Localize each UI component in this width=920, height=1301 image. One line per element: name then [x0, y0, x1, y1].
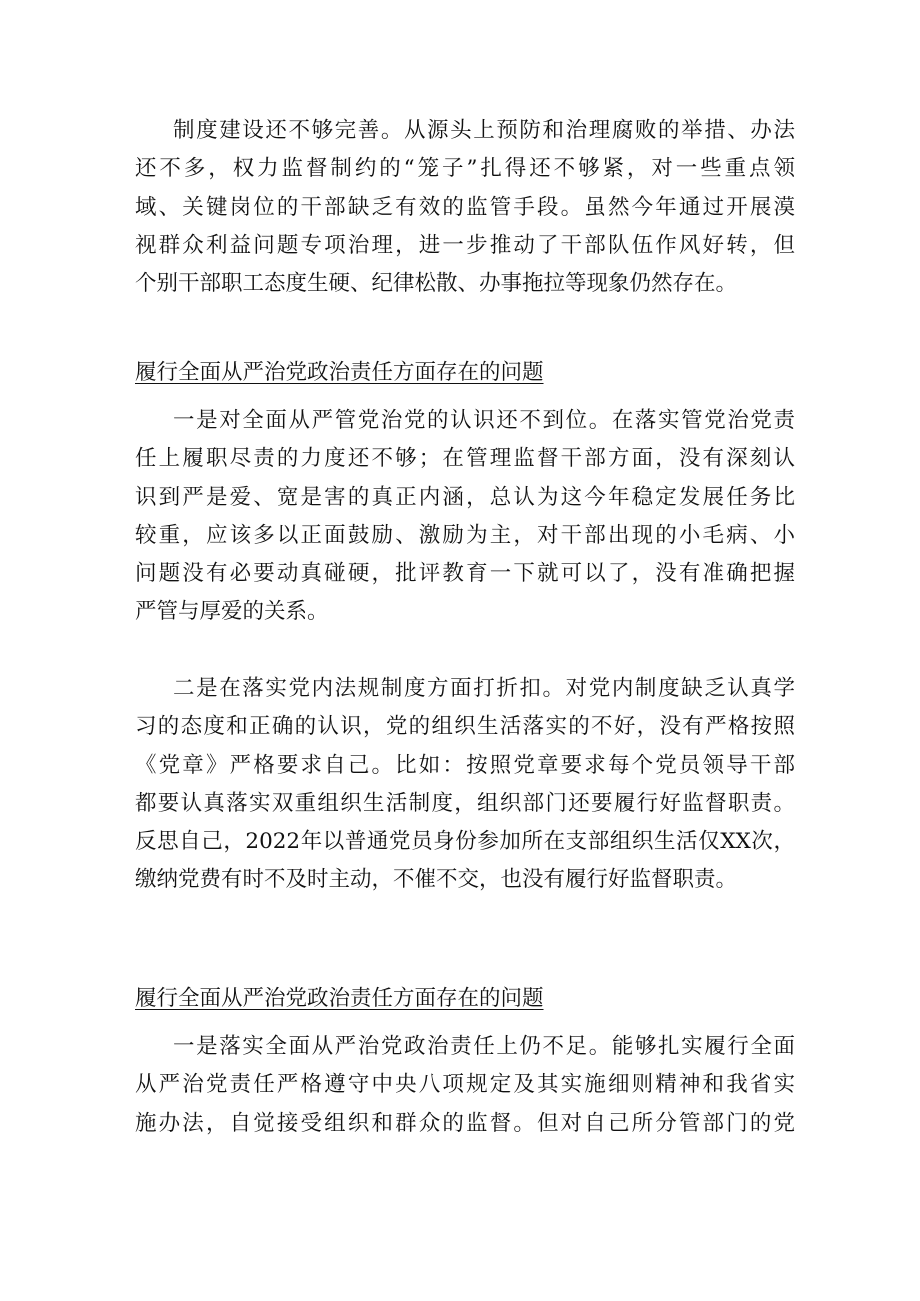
text-line: 任上履职尽责的力度还不够；在管理监督干部方面，没有深刻认 — [135, 446, 795, 472]
section-heading-2: 履行全面从严治党政治责任方面存在的问题 — [135, 986, 544, 1011]
text-line: 个别干部职工态度生硬、纪律松散、办事拖拉等现象仍然存在。 — [135, 271, 738, 297]
text-line: 缴纳党费有时不及时主动，不催不交，也没有履行好监督职责。 — [135, 867, 738, 893]
text-line: 一是落实全面从严治党政治责任上仍不足。能够扎实履行全面 — [173, 1034, 795, 1059]
text-line: 施办法，自觉接受组织和群众的监督。但对自己所分管部门的党 — [135, 1110, 795, 1136]
text-line: 问题没有必要动真碰硬，批评教育一下就可以了，没有准确把握 — [135, 561, 795, 587]
text-line: 还不多，权力监督制约的“笼子”扎得还不够紧，对一些重点领 — [135, 156, 795, 182]
text-line: 都要认真落实双重组织生活制度，组织部门还要履行好监督职责。 — [135, 790, 795, 816]
text-line: 《党章》严格要求自己。比如：按照党章要求每个党员领导干部 — [135, 752, 795, 778]
text-line: 域、关键岗位的干部缺乏有效的监管手段。虽然今年通过开展漠 — [135, 194, 795, 220]
text-line: 较重，应该多以正面鼓励、激励为主，对干部出现的小毛病、小 — [135, 522, 795, 548]
text-line: 视群众利益问题专项治理，进一步推动了干部队伍作风好转，但 — [135, 232, 795, 258]
paragraph-point-one — [135, 402, 795, 632]
text-line: 反思自己，2022年以普通党员身份参加所在支部组织生活仅XX次， — [135, 829, 795, 855]
section-heading-1: 履行全面从严治党政治责任方面存在的问题 — [135, 360, 544, 385]
text-line: 制度建设还不够完善。从源头上预防和治理腐败的举措、办法 — [173, 118, 795, 143]
text-line: 习的态度和正确的认识，党的组织生活落实的不好，没有严格按照 — [135, 714, 795, 740]
text-line: 严管与厚爱的关系。 — [135, 599, 329, 625]
paragraph-institution-building — [135, 112, 795, 303]
text-line: 识到严是爱、宽是害的真正内涵，总认为这今年稳定发展任务比 — [135, 484, 795, 510]
paragraph-point-three — [135, 1028, 795, 1143]
text-line: 二是在落实党内法规制度方面打折扣。对党内制度缺乏认真学 — [173, 676, 795, 701]
text-line: 从严治党责任严格遵守中央八项规定及其实施细则精神和我省实 — [135, 1072, 795, 1098]
paragraph-point-two — [135, 670, 795, 900]
text-line: 一是对全面从严管党治党的认识还不到位。在落实管党治党责 — [173, 408, 795, 433]
